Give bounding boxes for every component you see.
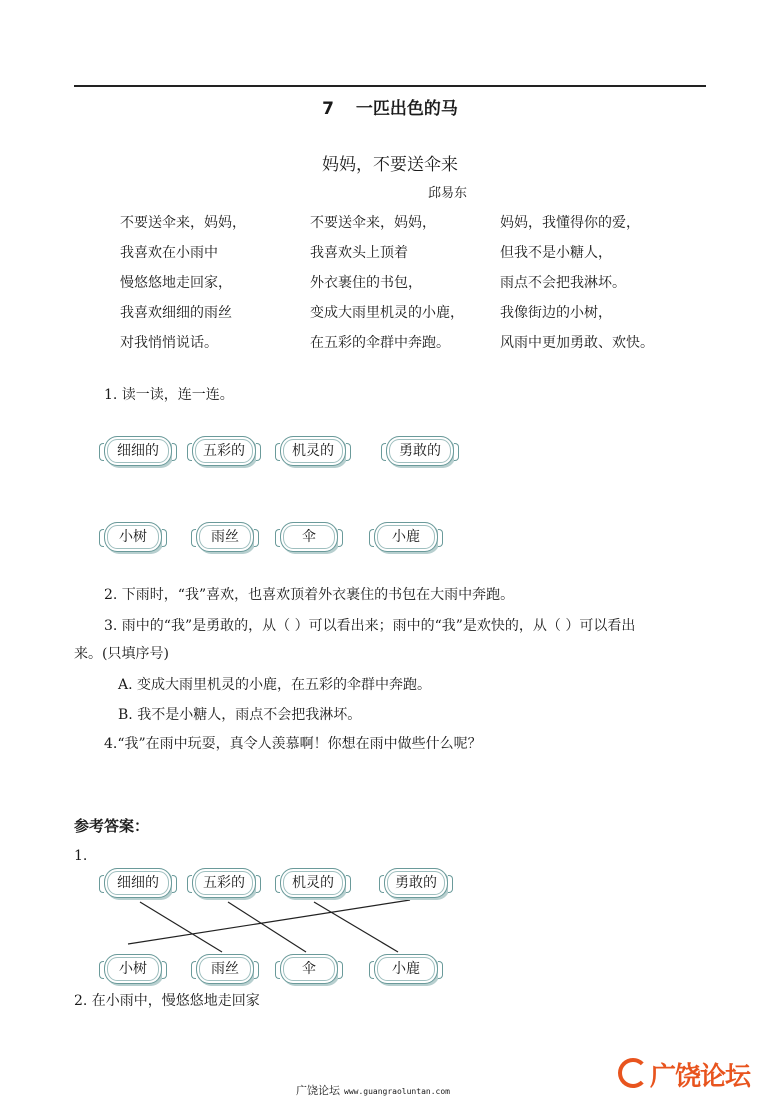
question-4: 4.“我”在雨中玩耍，真令人羡慕啊！你想在雨中做些什么呢？ xyxy=(104,736,482,752)
poem-line: 我像街边的小树， xyxy=(500,305,612,321)
poem-line: 外衣裹住的书包， xyxy=(310,275,422,291)
poem-line: 不要送伞来，妈妈， xyxy=(310,215,436,231)
question-3: 3. 雨中的“我”是勇敢的，从（ ）可以看出来；雨中的“我”是欢快的，从（ ）可以看出 xyxy=(104,618,636,634)
site-logo xyxy=(618,1056,750,1093)
poem-line: 我喜欢细细的雨丝 xyxy=(120,305,232,321)
tag-noun-2: 雨丝 xyxy=(196,522,254,552)
poem-line: 但我不是小糖人， xyxy=(500,245,612,261)
question-3-continued: 来。(只填序号) xyxy=(74,646,169,662)
footer-site-name: 广饶论坛 xyxy=(296,1084,340,1097)
poem-line: 对我悄悄说话。 xyxy=(120,335,218,351)
question-2: 2. 下雨时，“我”喜欢，也喜欢顶着外衣裹住的书包在大雨中奔跑。 xyxy=(104,587,515,603)
answer-1-label: 1. xyxy=(74,848,88,864)
answer-tag-adjective-1: 细细的 xyxy=(104,868,172,898)
answer-2: 2. 在小雨中，慢悠悠地走回家 xyxy=(74,993,260,1009)
poem-line: 变成大雨里机灵的小鹿， xyxy=(310,305,464,321)
answer-tag-noun-1: 小树 xyxy=(104,954,162,984)
option-b: B. 我不是小糖人，雨点不会把我淋坏。 xyxy=(118,707,362,723)
logo-g-icon xyxy=(618,1058,648,1088)
answer-tag-adjective-4: 勇敢的 xyxy=(384,868,448,898)
footer-url: www.guangraoluntan.com xyxy=(344,1087,450,1096)
lesson-number: 7 xyxy=(322,99,334,119)
lesson-name: 一匹出色的马 xyxy=(355,99,458,119)
question-1: 1. 读一读，连一连。 xyxy=(104,387,234,403)
tag-adjective-3: 机灵的 xyxy=(280,436,346,466)
footer xyxy=(296,1082,450,1098)
tag-adjective-4: 勇敢的 xyxy=(386,436,454,466)
tag-adjective-1: 细细的 xyxy=(104,436,172,466)
poem-line: 风雨中更加勇敢、欢快。 xyxy=(500,335,654,351)
tag-noun-3: 伞 xyxy=(280,522,338,552)
option-a: A. 变成大雨里机灵的小鹿，在五彩的伞群中奔跑。 xyxy=(118,677,432,693)
answer-tag-noun-2: 雨丝 xyxy=(196,954,254,984)
logo-text: 广饶论坛 xyxy=(650,1062,751,1092)
tag-adjective-2: 五彩的 xyxy=(192,436,256,466)
answer-tag-adjective-3: 机灵的 xyxy=(280,868,346,898)
poem-author: 邱易东 xyxy=(428,186,468,201)
tag-noun-4: 小鹿 xyxy=(374,522,438,552)
poem-line: 不要送伞来，妈妈， xyxy=(120,215,246,231)
poem-line: 妈妈，我懂得你的爱， xyxy=(500,215,640,231)
poem-line: 慢悠悠地走回家， xyxy=(120,275,232,291)
match-line-1 xyxy=(140,902,222,952)
tag-noun-1: 小树 xyxy=(104,522,162,552)
poem-line: 我喜欢头上顶着 xyxy=(310,245,408,261)
poem-line: 我喜欢在小雨中 xyxy=(120,245,218,261)
match-line-3 xyxy=(314,902,398,952)
poem-line: 雨点不会把我淋坏。 xyxy=(500,275,626,291)
answer-tag-adjective-2: 五彩的 xyxy=(192,868,256,898)
poem-title: 妈妈，不要送伞来 xyxy=(322,155,458,175)
poem-line: 在五彩的伞群中奔跑。 xyxy=(310,335,450,351)
answer-tag-noun-4: 小鹿 xyxy=(374,954,438,984)
match-line-4 xyxy=(128,900,410,944)
answer-tag-noun-3: 伞 xyxy=(280,954,338,984)
answer-heading: 参考答案： xyxy=(74,817,150,835)
